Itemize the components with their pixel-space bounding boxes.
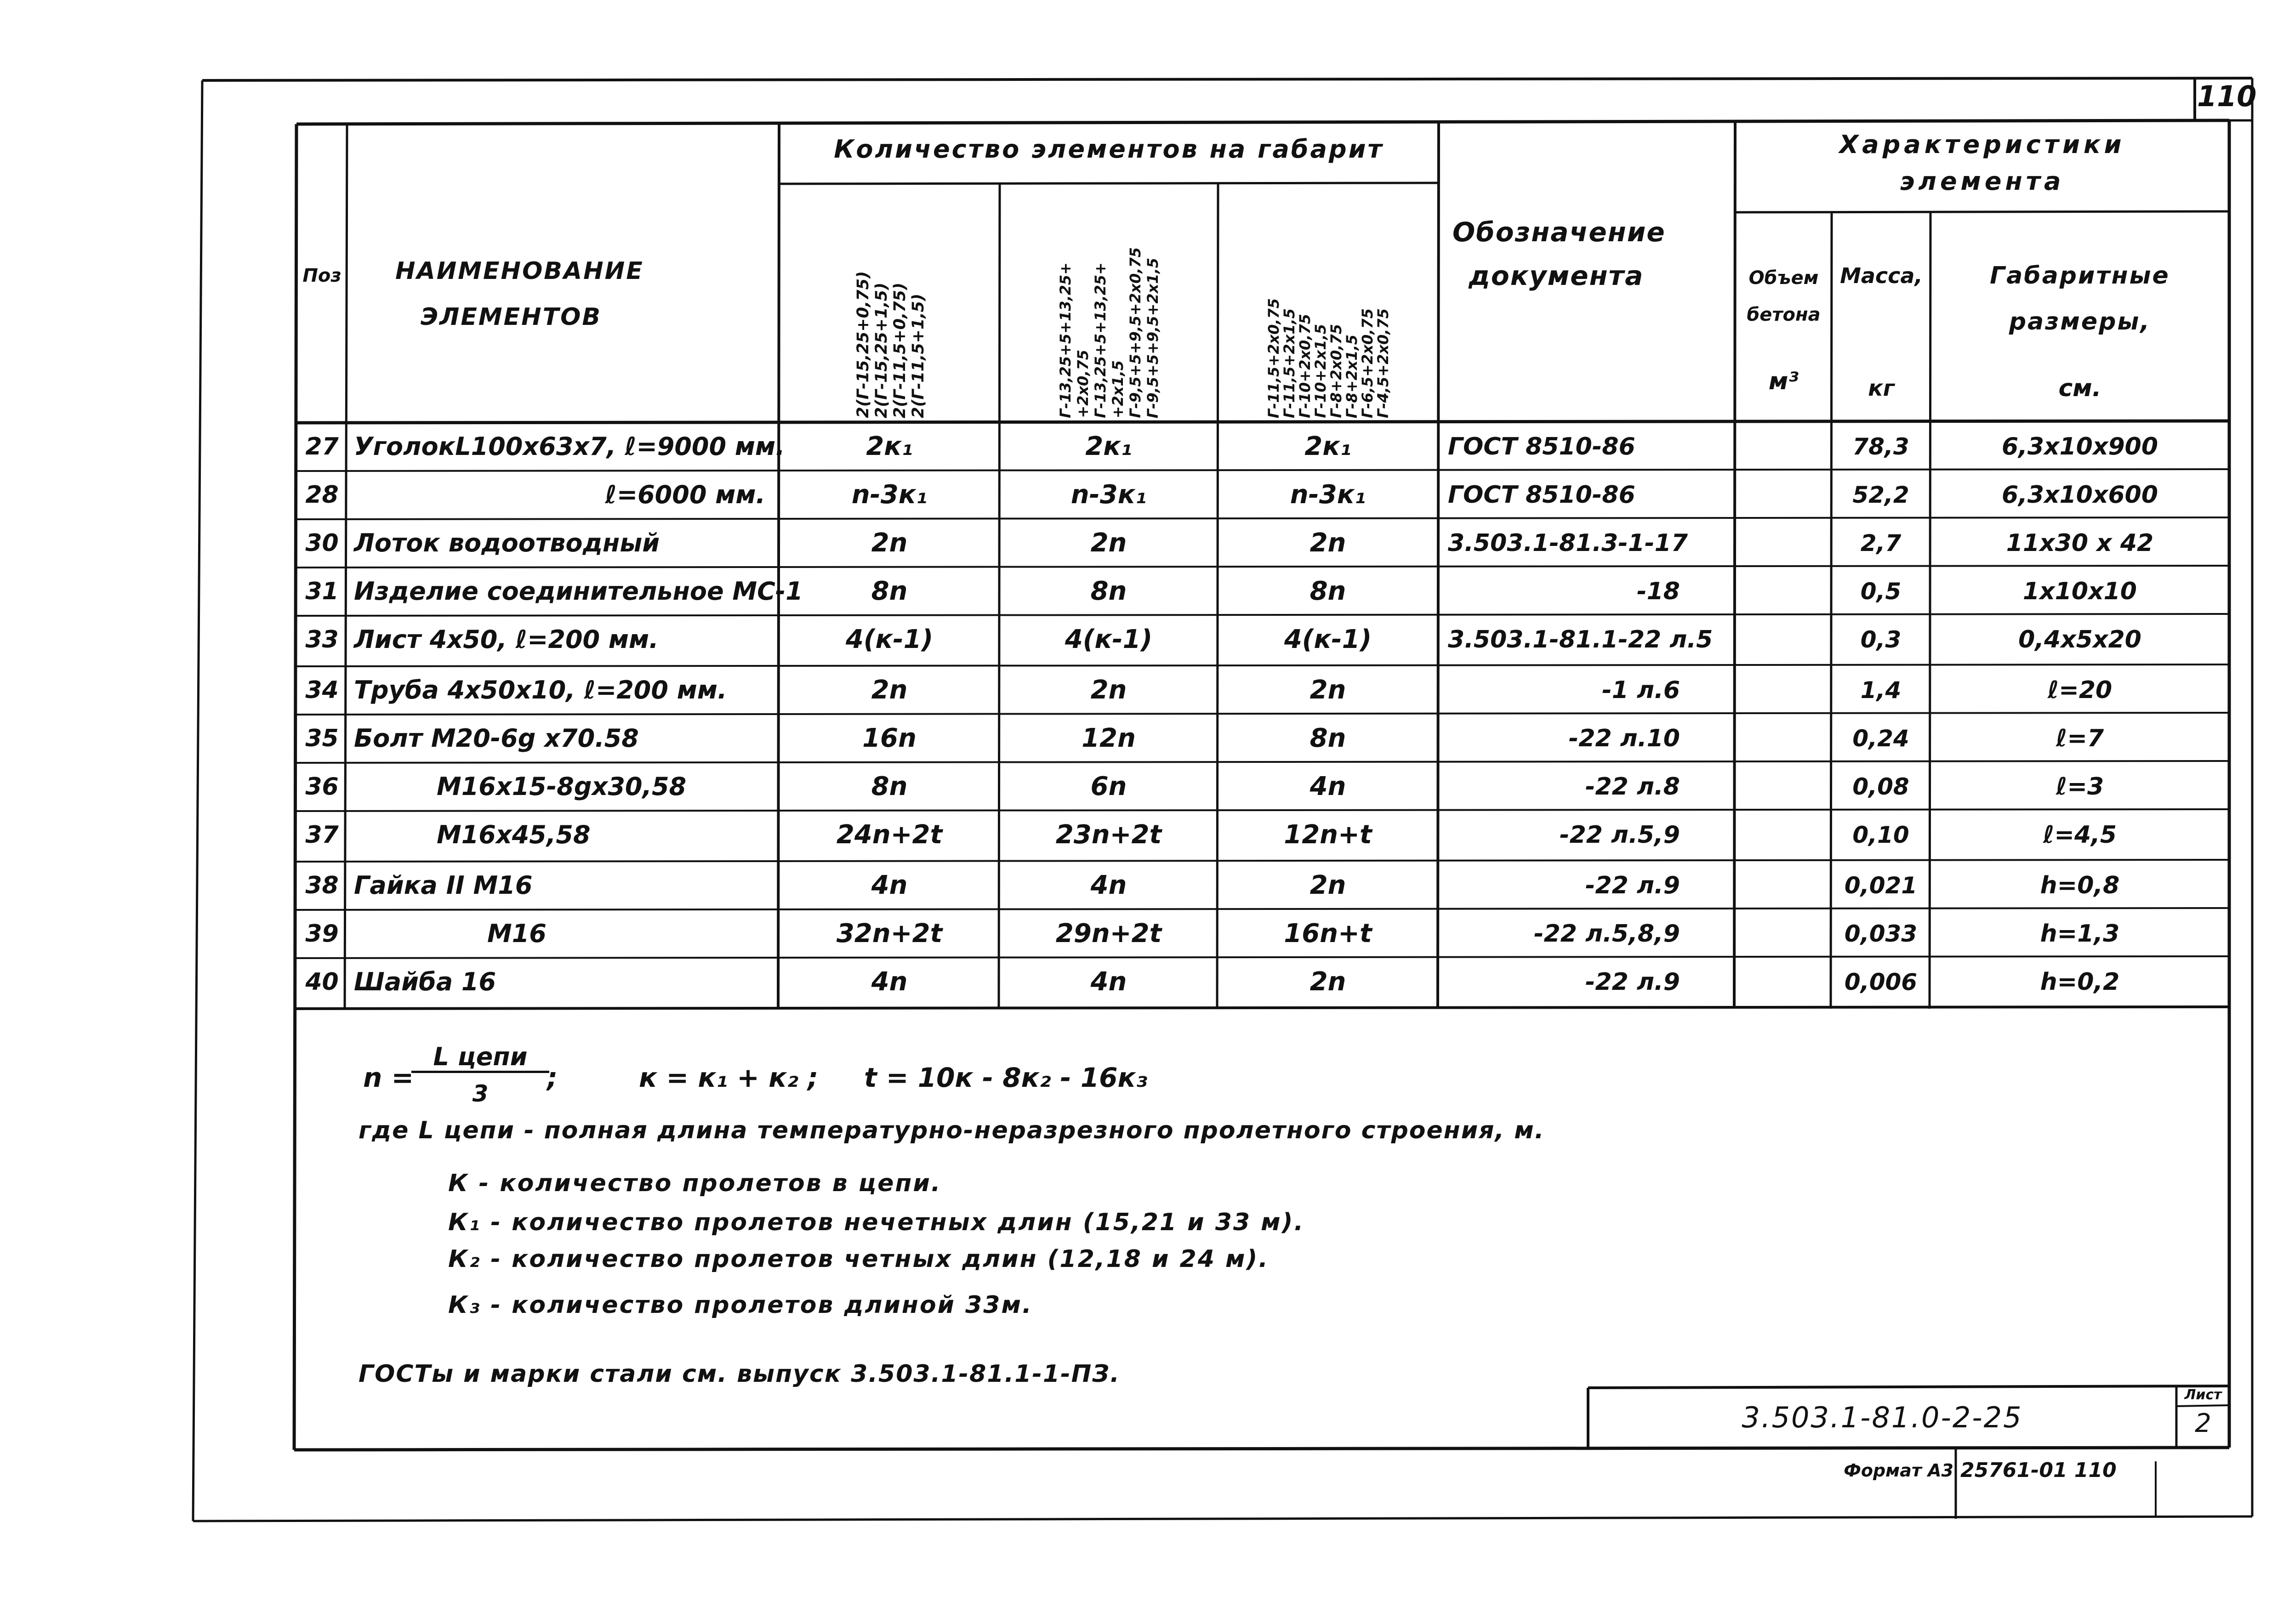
row-mass: 52,2 xyxy=(1852,482,1909,508)
row-doc: ГОСТ 8510-86 xyxy=(1448,433,1635,460)
gabarit-1-line-2: 2(Г-15,25+1,5) xyxy=(872,282,891,418)
row-name: УголокL100х63х7, ℓ=9000 мм. xyxy=(354,432,785,461)
row-pos: 30 xyxy=(305,529,339,557)
row-qty-1: 16n xyxy=(862,723,917,753)
row-mass: 0,3 xyxy=(1860,626,1902,653)
row-qty-3: n-3к₁ xyxy=(1290,480,1366,510)
row-qty-2: 12n xyxy=(1082,723,1136,753)
row-qty-2: n-3к₁ xyxy=(1070,480,1147,510)
note-def-k1: К₁ - количество пролетов нечетных длин (15,21 и 33 м). xyxy=(448,1209,1305,1236)
note-def-k3: К₃ - количество пролетов длиной 33м. xyxy=(448,1291,1033,1319)
header-dims-unit: см. xyxy=(2058,375,2101,402)
row-name: М16х45,58 xyxy=(437,820,591,849)
row-name: Лист 4х50, ℓ=200 мм. xyxy=(354,625,659,654)
gabarit-3-line-3: Г-10+2х0,75 xyxy=(1296,314,1314,418)
header-name-line2: ЭЛЕМЕНТОВ xyxy=(421,303,602,331)
row-pos: 36 xyxy=(305,773,339,801)
row-dims: ℓ=3 xyxy=(2056,773,2104,801)
header-qty-title: Количество элементов на габарит xyxy=(834,135,1384,164)
stamp-sheet-value: 2 xyxy=(2195,1408,2211,1438)
row-name: Лоток водоотводный xyxy=(354,528,660,557)
row-dims: ℓ=20 xyxy=(2047,676,2112,704)
note-gost: ГОСТы и марки стали см. выпуск 3.503.1-81.1-1-ПЗ. xyxy=(359,1360,1120,1388)
gabarit-3-line-8: Г-4,5+2х0,75 xyxy=(1374,308,1392,418)
corner-sheet-number: 110 xyxy=(2197,79,2257,113)
header-mass-unit: кг xyxy=(1868,375,1895,401)
row-name: Гайка II М16 xyxy=(354,871,533,900)
gabarit-2-line-6: Г-9,5+5+9,5+2х1,5 xyxy=(1144,257,1162,418)
row-qty-1: 2n xyxy=(871,528,908,558)
row-qty-1: 8n xyxy=(871,772,908,801)
row-qty-2: 2к₁ xyxy=(1085,432,1132,461)
gabarit-2-line-1: Г-13,25+5+13,25+ xyxy=(1056,262,1074,418)
row-qty-1: 8n xyxy=(871,576,908,606)
row-dims: h=1,3 xyxy=(2040,920,2120,948)
row-name: Труба 4х50х10, ℓ=200 мм. xyxy=(354,676,727,704)
note-where: где L цепи - полная длина температурно-неразрезного пролетного строения, м. xyxy=(359,1117,1545,1144)
row-dims: 11х30 х 42 xyxy=(2006,529,2154,557)
row-qty-2: 4(к-1) xyxy=(1065,625,1153,654)
row-pos: 31 xyxy=(305,578,339,605)
row-doc: -1 л.6 xyxy=(1602,676,1680,704)
row-qty-1: 4n xyxy=(871,870,908,900)
row-qty-3: 2n xyxy=(1310,967,1346,997)
row-name: Шайба 16 xyxy=(354,967,496,996)
header-volume-line1: Объем xyxy=(1748,267,1819,289)
row-pos: 27 xyxy=(305,433,339,460)
row-doc: -22 л.5,8,9 xyxy=(1534,920,1680,948)
formula-n-denominator: 3 xyxy=(472,1080,489,1107)
row-dims: 0,4х5х20 xyxy=(2018,626,2141,653)
row-dims: h=0,8 xyxy=(2040,872,2120,899)
row-pos: 37 xyxy=(305,821,339,849)
gabarit-1-line-4: 2(Г-11,5+1,5) xyxy=(909,294,928,418)
row-mass: 0,033 xyxy=(1844,920,1918,947)
row-qty-2: 23n+2t xyxy=(1055,820,1162,850)
gabarit-1-line-1: 2(Г-15,25+0,75) xyxy=(854,271,872,418)
gabarit-group-1 xyxy=(784,188,997,418)
row-qty-2: 6n xyxy=(1090,772,1127,801)
row-doc: 3.503.1-81.1-22 л.5 xyxy=(1448,626,1713,653)
header-char-line1: Характеристики xyxy=(1839,130,2125,159)
row-name: Болт М20-6g х70.58 xyxy=(354,724,639,753)
row-doc: -22 л.9 xyxy=(1585,872,1680,899)
row-qty-2: 8n xyxy=(1090,576,1127,606)
row-qty-1: n-3к₁ xyxy=(851,480,928,510)
row-doc: ГОСТ 8510-86 xyxy=(1448,481,1635,509)
header-doc-line2: документа xyxy=(1469,260,1644,291)
row-pos: 28 xyxy=(305,481,339,509)
gabarit-3-line-1: Г-11,5+2х0,75 xyxy=(1265,298,1282,418)
row-dims: ℓ=4,5 xyxy=(2043,821,2117,849)
gabarit-3-line-4: Г-10+2х1,5 xyxy=(1312,324,1329,418)
row-mass: 0,5 xyxy=(1860,578,1902,605)
row-pos: 35 xyxy=(305,725,339,752)
row-qty-3: 8n xyxy=(1310,576,1346,606)
header-volume-unit: м³ xyxy=(1768,368,1799,395)
gabarit-2-line-5: Г-9,5+5+9,5+2х0,75 xyxy=(1126,247,1144,418)
row-qty-3: 2к₁ xyxy=(1304,432,1351,461)
row-dims: ℓ=7 xyxy=(2056,725,2104,752)
row-dims: 6,3х10х900 xyxy=(2001,433,2158,460)
row-mass: 78,3 xyxy=(1852,433,1909,460)
gabarit-2-line-4: +2х1,5 xyxy=(1109,360,1127,418)
row-name: Изделие соединительное МС-1 xyxy=(354,577,803,606)
row-pos: 34 xyxy=(305,676,339,704)
row-qty-2: 2n xyxy=(1090,675,1127,705)
row-qty-1: 2к₁ xyxy=(866,432,913,461)
row-qty-3: 2n xyxy=(1310,528,1346,558)
header-char-line2: элемента xyxy=(1900,167,2065,196)
row-qty-3: 8n xyxy=(1310,723,1346,753)
row-pos: 39 xyxy=(305,920,339,948)
row-qty-1: 32n+2t xyxy=(836,919,943,948)
row-qty-1: 4(к-1) xyxy=(845,625,934,654)
formula-k: к = к₁ + к₂ ; xyxy=(639,1062,819,1093)
gabarit-3-line-2: Г-11,5+2х1,5 xyxy=(1281,308,1298,418)
gabarit-group-2 xyxy=(1002,188,1216,418)
row-qty-1: 24n+2t xyxy=(836,820,943,850)
row-mass: 0,10 xyxy=(1852,822,1909,848)
gabarit-3-line-5: Г-8+2х0,75 xyxy=(1327,324,1345,418)
header-dims-line1: Габаритные xyxy=(1990,262,2170,290)
gabarit-2-line-3: Г-13,25+5+13,25+ xyxy=(1091,262,1109,418)
footer-format: Формат А3 xyxy=(1844,1460,1953,1481)
row-qty-2: 4n xyxy=(1090,870,1127,900)
row-mass: 0,08 xyxy=(1852,773,1909,800)
stamp-sheet-label: Лист xyxy=(2184,1387,2222,1403)
row-name: М16х15-8gх30,58 xyxy=(437,772,687,801)
header-mass-label: Масса, xyxy=(1840,263,1923,288)
row-qty-1: 2n xyxy=(871,675,908,705)
row-pos: 33 xyxy=(305,626,339,653)
row-dims: 1х10х10 xyxy=(2023,578,2137,605)
formula-n-suffix: ; xyxy=(547,1062,558,1093)
header-doc-line1: Обозначение xyxy=(1452,216,1666,248)
header-name-line1: НАИМЕНОВАНИЕ xyxy=(395,257,644,285)
footer-archive: 25761-01 110 xyxy=(1960,1459,2117,1482)
row-dims: h=0,2 xyxy=(2040,968,2120,996)
header-dims-line2: размеры, xyxy=(2009,308,2151,335)
row-qty-3: 2n xyxy=(1310,870,1346,900)
row-doc: -22 л.5,9 xyxy=(1559,821,1680,849)
header-pos: Поз xyxy=(302,265,342,286)
row-qty-3: 12n+t xyxy=(1284,820,1372,850)
row-qty-3: 2n xyxy=(1310,675,1346,705)
row-dims: 6,3х10х600 xyxy=(2001,481,2158,509)
row-name: М16 xyxy=(487,919,547,948)
row-doc: -22 л.8 xyxy=(1585,773,1680,801)
row-mass: 1,4 xyxy=(1860,677,1902,704)
gabarit-2-line-2: +2х0,75 xyxy=(1074,350,1092,418)
stamp-code: 3.503.1-81.0-2-25 xyxy=(1742,1401,2023,1434)
row-mass: 0,006 xyxy=(1844,969,1918,995)
row-pos: 40 xyxy=(305,968,339,996)
row-qty-2: 4n xyxy=(1090,967,1127,997)
row-pos: 38 xyxy=(305,872,339,899)
row-qty-3: 4(к-1) xyxy=(1284,625,1372,654)
row-qty-2: 2n xyxy=(1090,528,1127,558)
gabarit-3-line-6: Г-8+2х1,5 xyxy=(1343,334,1361,418)
header-volume-line2: бетона xyxy=(1747,304,1821,325)
gabarit-group-3 xyxy=(1220,188,1436,418)
gabarit-3-line-7: Г-6,5+2х0,75 xyxy=(1359,308,1376,418)
note-def-k: К - количество пролетов в цепи. xyxy=(448,1170,942,1197)
formula-t: t = 10к - 8к₂ - 16к₃ xyxy=(864,1062,1148,1093)
formula-n-prefix: n = xyxy=(363,1062,414,1093)
row-mass: 2,7 xyxy=(1860,530,1902,556)
row-mass: 0,24 xyxy=(1852,725,1909,752)
row-doc: 3.503.1-81.3-1-17 xyxy=(1448,529,1688,557)
row-qty-2: 29n+2t xyxy=(1055,919,1162,948)
row-name: ℓ=6000 мм. xyxy=(605,480,765,509)
gabarit-1-line-3: 2(Г-11,5+0,75) xyxy=(890,282,909,418)
row-doc: -22 л.9 xyxy=(1585,968,1680,996)
row-mass: 0,021 xyxy=(1844,872,1918,899)
row-doc: -22 л.10 xyxy=(1568,725,1680,752)
row-qty-3: 16n+t xyxy=(1284,919,1372,948)
note-def-k2: К₂ - количество пролетов четных длин (12,18 и 24 м). xyxy=(448,1245,1270,1273)
row-doc: -18 xyxy=(1637,578,1680,605)
row-qty-3: 4n xyxy=(1310,772,1346,801)
row-qty-1: 4n xyxy=(871,967,908,997)
formula-n-numerator: L цепи xyxy=(411,1043,549,1073)
